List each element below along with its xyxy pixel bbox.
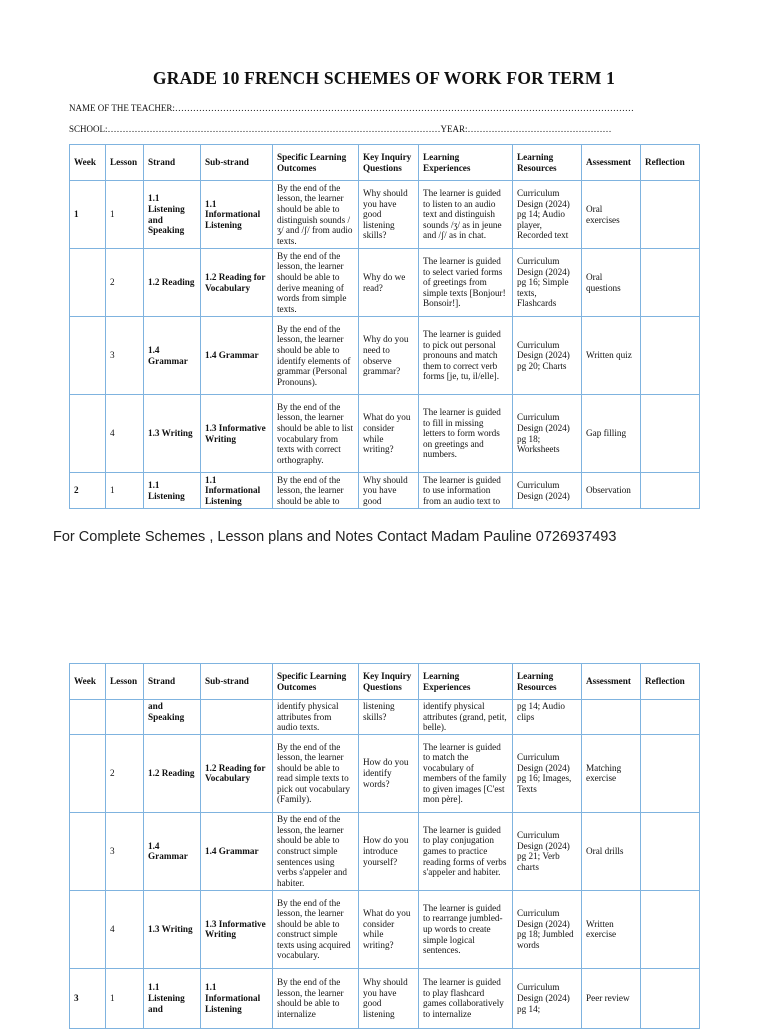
cell-lesson: 2 (106, 734, 144, 812)
table-header (70, 145, 700, 181)
cell-substrand: 1.1 Informational Listening (201, 473, 273, 509)
cell-outcome: By the end of the lesson, the learner should be able to construct simple texts using acquired vocabulary. (273, 890, 359, 968)
cell-assessment: Oral questions (582, 249, 641, 317)
cell-outcome: By the end of the lesson, the learner should be able to construct simple sentences using verbs s'appeler and habiter. (273, 812, 359, 890)
page-title: GRADE 10 FRENCH SCHEMES OF WORK FOR TERM 1 (152, 68, 616, 88)
cell-assessment: Matching exercise (582, 734, 641, 812)
cell-experience: The learner is guided to rearrange jumbled-up words to create simple logical sentences. (419, 890, 513, 968)
cell-experience: The learner is guided to play flashcard games collaboratively to internalize (419, 968, 513, 1028)
header-experiences: Learning Experiences (419, 664, 513, 700)
cell-assessment: Oral drills (582, 812, 641, 890)
cell-assessment: Written exercise (582, 890, 641, 968)
cell-outcome: By the end of the lesson, the learner should be able to derive meaning of words from simple texts. (273, 249, 359, 317)
cell-outcome: identify physical attributes from audio texts. (273, 700, 359, 735)
cell-lesson: 1 (106, 181, 144, 249)
scheme-table-page-2 (69, 663, 700, 1029)
header-substrand: Sub-strand (201, 664, 273, 700)
cell-resources: Curriculum Design (2024) pg 14; (513, 968, 582, 1028)
table-row (70, 249, 700, 317)
cell-lesson: 4 (106, 890, 144, 968)
header-experiences: Learning Experiences (419, 145, 513, 181)
cell-lesson: 3 (106, 812, 144, 890)
cell-assessment: Observation (582, 473, 641, 509)
school-dots: ………………………………………………………………………………………………… (107, 124, 441, 134)
cell-week (70, 734, 106, 812)
cell-question: What do you consider while writing? (359, 890, 419, 968)
cell-resources: Curriculum Design (2024) pg 16; Images, Texts (513, 734, 582, 812)
cell-experience: The learner is guided to listen to an audio text and distinguish sounds /ʒ/ as in jeune and /ʃ/ as in chat. (419, 181, 513, 249)
cell-resources: Curriculum Design (2024) pg 20; Charts (513, 317, 582, 395)
cell-week (70, 317, 106, 395)
table-row (70, 734, 700, 812)
cell-assessment (582, 700, 641, 735)
cell-reflection (641, 473, 700, 509)
cell-week: 3 (70, 968, 106, 1028)
cell-week: 1 (70, 181, 106, 249)
cell-question: How do you identify words? (359, 734, 419, 812)
cell-assessment: Peer review (582, 968, 641, 1028)
cell-question: Why should you have good listening skills? (359, 181, 419, 249)
cell-experience: The learner is guided to use information from an audio text to (419, 473, 513, 509)
cell-strand: and Speaking (144, 700, 201, 735)
cell-lesson: 2 (106, 249, 144, 317)
cell-resources: Curriculum Design (2024) pg 18; Worksheets (513, 395, 582, 473)
header-resources: Learning Resources (513, 664, 582, 700)
cell-lesson: 1 (106, 473, 144, 509)
header-resources: Learning Resources (513, 145, 582, 181)
teacher-name-field (69, 103, 689, 113)
cell-question: How do you introduce yourself? (359, 812, 419, 890)
header-lesson: Lesson (106, 664, 144, 700)
cell-lesson: 3 (106, 317, 144, 395)
cell-week (70, 395, 106, 473)
cell-reflection (641, 700, 700, 735)
cell-week (70, 812, 106, 890)
cell-strand: 1.1 Listening and (144, 968, 201, 1028)
table-row (70, 181, 700, 249)
cell-outcome: By the end of the lesson, the learner should be able to identify elements of grammar (Personal Pronouns). (273, 317, 359, 395)
cell-substrand: 1.2 Reading for Vocabulary (201, 249, 273, 317)
header-strand: Strand (144, 145, 201, 181)
cell-reflection (641, 968, 700, 1028)
cell-strand: 1.3 Writing (144, 890, 201, 968)
cell-question: Why should you have good (359, 473, 419, 509)
school-year-field (69, 124, 689, 134)
cell-question: What do you consider while writing? (359, 395, 419, 473)
cell-substrand: 1.1 Informational Listening (201, 968, 273, 1028)
header-reflection: Reflection (641, 145, 700, 181)
cell-reflection (641, 734, 700, 812)
cell-question: Why should you have good listening (359, 968, 419, 1028)
cell-substrand: 1.1 Informational Listening (201, 181, 273, 249)
cell-substrand: 1.3 Informative Writing (201, 890, 273, 968)
header-week: Week (70, 145, 106, 181)
cell-strand: 1.1 Listening (144, 473, 201, 509)
cell-week: 2 (70, 473, 106, 509)
table-row (70, 890, 700, 968)
table-row (70, 473, 700, 509)
cell-question: listening skills? (359, 700, 419, 735)
scheme-table-page-1 (69, 144, 700, 509)
cell-reflection (641, 181, 700, 249)
table-row (70, 700, 700, 735)
cell-question: Why do you need to observe grammar? (359, 317, 419, 395)
cell-reflection (641, 249, 700, 317)
cell-experience: The learner is guided to fill in missing letters to form words on greetings and numbers. (419, 395, 513, 473)
cell-resources: Curriculum Design (2024) pg 16; Simple texts, Flashcards (513, 249, 582, 317)
cell-lesson (106, 700, 144, 735)
cell-strand: 1.3 Writing (144, 395, 201, 473)
cell-outcome: By the end of the lesson, the learner should be able to distinguish sounds /ʒ/ and /ʃ/ from audio texts. (273, 181, 359, 249)
year-dots: ………………………………………… (467, 124, 612, 134)
table-row (70, 317, 700, 395)
header-week: Week (70, 664, 106, 700)
cell-outcome: By the end of the lesson, the learner should be able to list vocabulary from texts with correct orthography. (273, 395, 359, 473)
table-header (70, 664, 700, 700)
header-questions: Key Inquiry Questions (359, 145, 419, 181)
cell-substrand: 1.4 Grammar (201, 317, 273, 395)
contact-note: For Complete Schemes , Lesson plans and Notes Contact Madam Pauline 0726937493 (53, 529, 617, 545)
cell-resources: Curriculum Design (2024) pg 14; Audio player, Recorded text (513, 181, 582, 249)
cell-lesson: 4 (106, 395, 144, 473)
header-assessment: Assessment (582, 145, 641, 181)
cell-strand: 1.2 Reading (144, 734, 201, 812)
teacher-name-dots: ……………………………………………………………………………………………………………………………………… (174, 103, 634, 113)
cell-resources: Curriculum Design (2024) pg 21; Verb charts (513, 812, 582, 890)
header-outcomes: Specific Learning Outcomes (273, 145, 359, 181)
header-assessment: Assessment (582, 664, 641, 700)
header-lesson: Lesson (106, 145, 144, 181)
cell-experience: The learner is guided to select varied forms of greetings from simple texts [Bonjour! Bonsoir!]. (419, 249, 513, 317)
header-strand: Strand (144, 664, 201, 700)
cell-substrand: 1.4 Grammar (201, 812, 273, 890)
cell-strand: 1.4 Grammar (144, 812, 201, 890)
cell-week (70, 249, 106, 317)
cell-experience: The learner is guided to play conjugation games to practice reading forms of verbs s'appeler and habiter. (419, 812, 513, 890)
cell-strand: 1.2 Reading (144, 249, 201, 317)
school-label: SCHOOL: (69, 124, 108, 134)
year-label: YEAR: (440, 124, 468, 134)
cell-experience: The learner is guided to pick out personal pronouns and match them to correct verb forms [je, tu, il/elle]. (419, 317, 513, 395)
cell-outcome: By the end of the lesson, the learner should be able to (273, 473, 359, 509)
cell-outcome: By the end of the lesson, the learner should be able to internalize (273, 968, 359, 1028)
cell-week (70, 890, 106, 968)
cell-reflection (641, 317, 700, 395)
table-row (70, 812, 700, 890)
cell-experience: identify physical attributes (grand, petit, belle). (419, 700, 513, 735)
header-reflection: Reflection (641, 664, 700, 700)
teacher-name-label: NAME OF THE TEACHER: (69, 103, 175, 113)
header-substrand: Sub-strand (201, 145, 273, 181)
cell-reflection (641, 890, 700, 968)
cell-substrand (201, 700, 273, 735)
cell-lesson: 1 (106, 968, 144, 1028)
cell-outcome: By the end of the lesson, the learner should be able to read simple texts to pick out vocabulary (Family). (273, 734, 359, 812)
cell-resources: Curriculum Design (2024) (513, 473, 582, 509)
table-row (70, 395, 700, 473)
header-questions: Key Inquiry Questions (359, 664, 419, 700)
cell-reflection (641, 395, 700, 473)
cell-resources: pg 14; Audio clips (513, 700, 582, 735)
cell-strand: 1.4 Grammar (144, 317, 201, 395)
cell-substrand: 1.3 Informative Writing (201, 395, 273, 473)
cell-experience: The learner is guided to match the vocabulary of members of the family to given images [C'est mon père]. (419, 734, 513, 812)
cell-week (70, 700, 106, 735)
table-row (70, 968, 700, 1028)
cell-assessment: Gap filling (582, 395, 641, 473)
header-outcomes: Specific Learning Outcomes (273, 664, 359, 700)
cell-reflection (641, 812, 700, 890)
cell-strand: 1.1 Listening and Speaking (144, 181, 201, 249)
cell-substrand: 1.2 Reading for Vocabulary (201, 734, 273, 812)
cell-assessment: Written quiz (582, 317, 641, 395)
cell-assessment: Oral exercises (582, 181, 641, 249)
cell-resources: Curriculum Design (2024) pg 18; Jumbled words (513, 890, 582, 968)
cell-question: Why do we read? (359, 249, 419, 317)
